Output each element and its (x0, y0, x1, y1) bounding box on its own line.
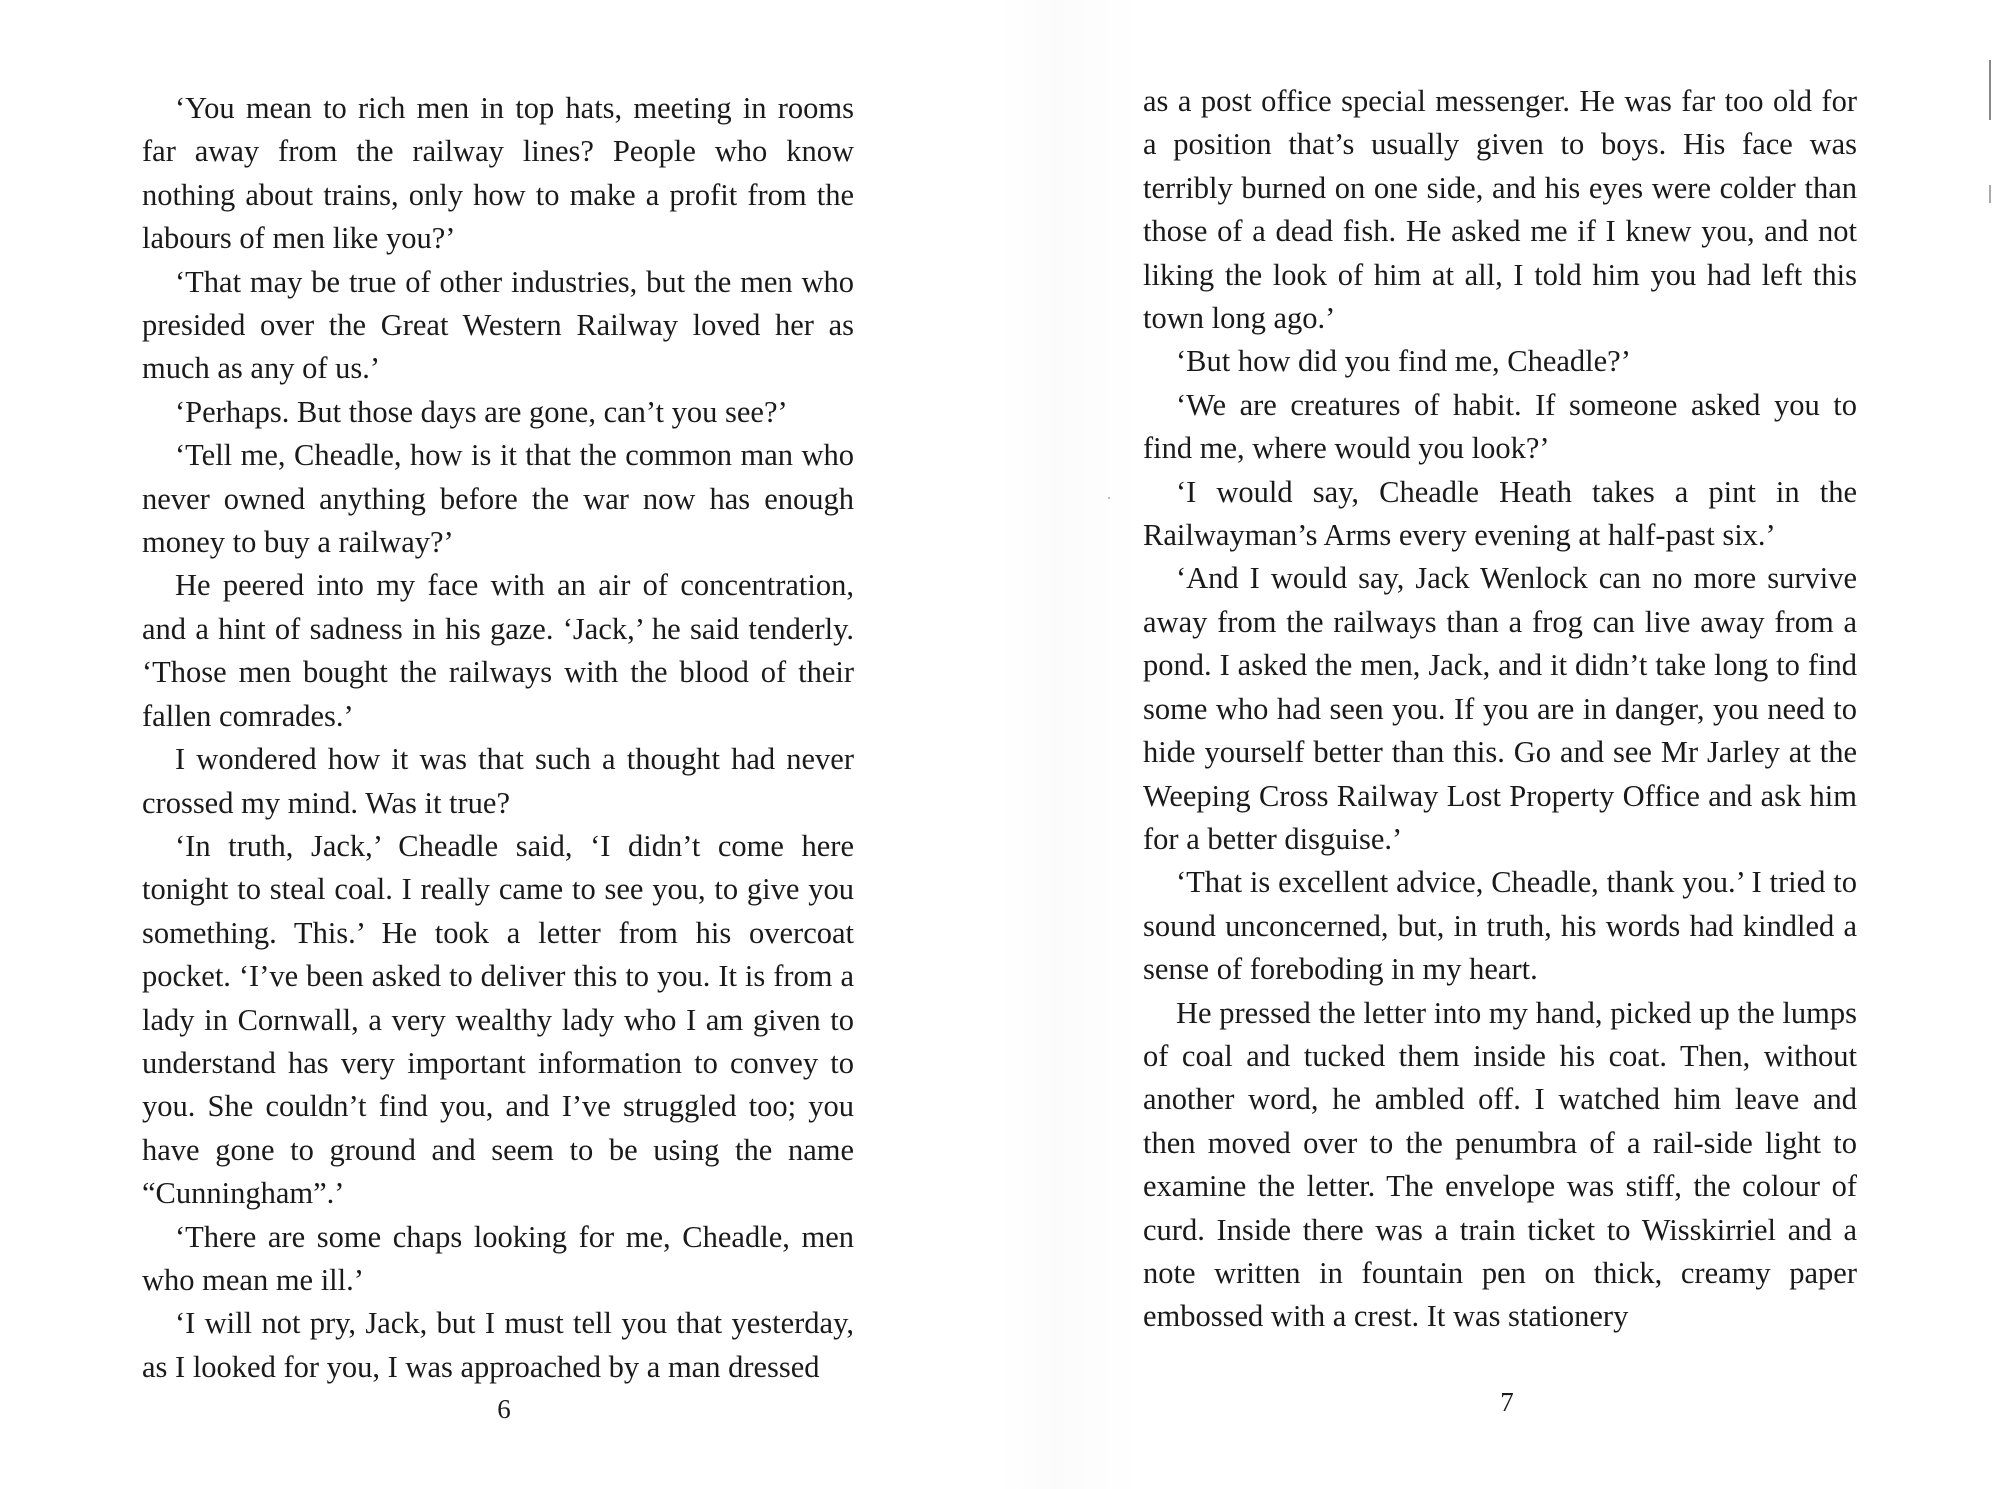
paragraph: ‘That is excellent advice, Cheadle, thank you.’ I tried to sound unconcerned, but, in truth, his words had kindled a sense of foreboding in my heart. (1143, 865, 1857, 987)
paragraph: ‘We are creatures of habit. If someone asked you to find me, where would you look?’ (1143, 387, 1857, 466)
paragraph: ‘Perhaps. But those days are gone, can’t you see?’ (175, 394, 788, 429)
paragraph: ‘I would say, Cheadle Heath takes a pint in the Railwayman’s Arms every evening at half-past six.’ (1143, 474, 1857, 553)
left-page-text (142, 87, 854, 1389)
paragraph-continuation: as a post office special messenger. He was far too old for a position that’s usually given to boys. His face was terribly burned on one side, and his eyes were colder than those of a dead fish. He asked me if I knew you, and not liking the look of him at all, I told him you had left this town long ago.’ (1143, 84, 1857, 336)
paragraph: I wondered how it was that such a thought had never crossed my mind. Was it true? (142, 742, 854, 820)
paragraph: ‘There are some chaps looking for me, Cheadle, men who mean me ill.’ (142, 1219, 854, 1297)
paragraph: ‘And I would say, Jack Wenlock can no more survive away from the railways than a frog can live away from a pond. I asked the men, Jack, and it didn’t take long to find some who had seen you. If you are in danger, you need to hide yourself better than this. Go and see Mr Jarley at the Weeping Cross Railway Lost Property Office and ask him for a better disguise.’ (1143, 561, 1857, 856)
paragraph: ‘You mean to rich men in top hats, meeting in rooms far away from the railway lines? People who know nothing about trains, only how to make a profit from the labours of men like you?’ (142, 91, 854, 256)
page-number-left: 6 (497, 1394, 511, 1424)
paragraph: He peered into my face with an air of concentration, and a hint of sadness in his gaze. ‘Jack,’ he said tenderly. ‘Those men bought the railways with the blood of their fallen comrades.’ (142, 568, 854, 733)
paragraph: ‘Tell me, Cheadle, how is it that the common man who never owned anything before the war now has enough money to buy a railway?’ (142, 438, 854, 560)
right-page (1000, 0, 2000, 1489)
page-number-right: 7 (1500, 1387, 1514, 1417)
paragraph: ‘I will not pry, Jack, but I must tell you that yesterday, as I looked for you, I was approached by a man dressed (142, 1306, 854, 1384)
scan-edge-marks (1989, 60, 1992, 230)
paragraph: ‘That may be true of other industries, but the men who presided over the Great Western Railway loved her as much as any of us.’ (142, 264, 854, 386)
scan-speck (1108, 497, 1110, 499)
paragraph: ‘In truth, Jack,’ Cheadle said, ‘I didn’t come here tonight to steal coal. I really came to see you, to give you something. This.’ He took a letter from his overcoat pocket. ‘I’ve been asked to deliver this to you. It is from a lady in Cornwall, a very wealthy lady who I am given to understand has very important information to convey to you. She couldn’t find you, and I’ve struggled too; you have gone to ground and seem to be using the name “Cunningham”.’ (142, 828, 854, 1211)
right-page-text (1143, 80, 1857, 1339)
paragraph: He pressed the letter into my hand, picked up the lumps of coal and tucked them inside his coat. Then, without another word, he ambled off. I watched him leave and then moved over to the penumbra of a rail-side light to examine the letter. The envelope was stiff, the colour of curd. Inside there was a train ticket to Wisskirriel and a note written in fountain pen on thick, creamy paper embossed with a crest. It was stationery (1143, 995, 1857, 1334)
paragraph: ‘But how did you find me, Cheadle?’ (1176, 344, 1631, 379)
